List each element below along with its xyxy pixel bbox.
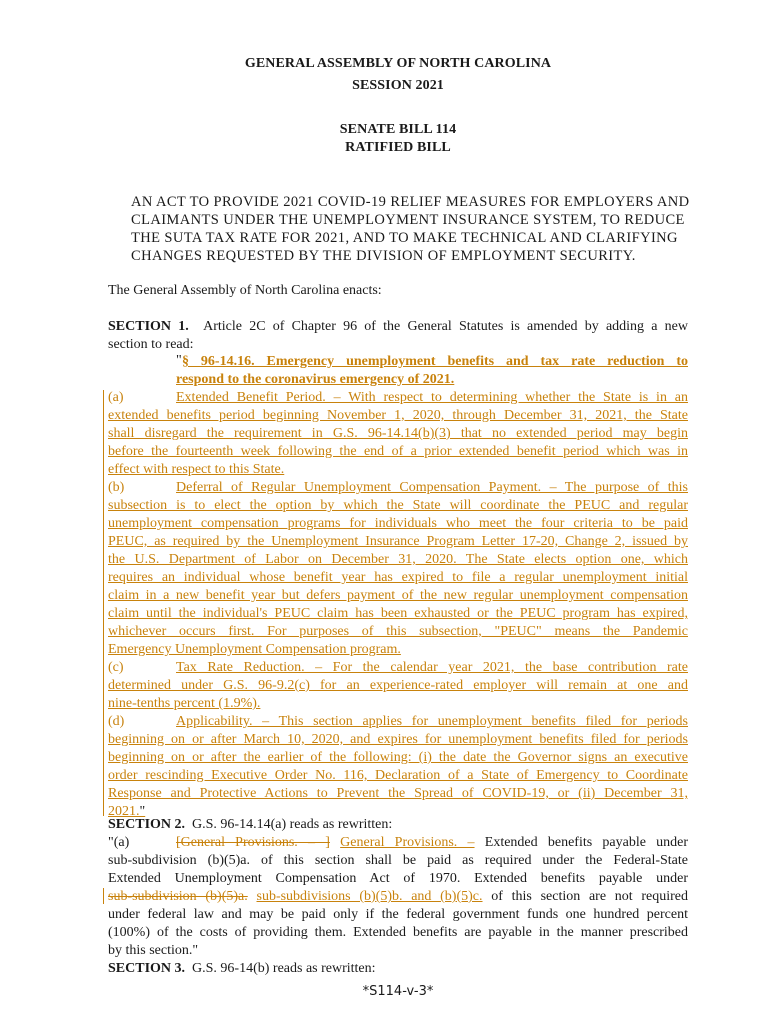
inserted-heading: General Provisions. – (340, 835, 475, 850)
section-2-line1-rest: Extended benefits payable under (484, 835, 688, 850)
subsection-text: the U.S. Department of Labor on December 31, 2020. The State elects option one, which (108, 552, 688, 567)
subsection-line (108, 623, 688, 641)
act-title-line: THE SUTA TAX RATE FOR 2021, AND TO MAKE TECHNICAL AND CLARIFYING (131, 230, 678, 246)
subsection-label: (a) (108, 390, 124, 405)
change-bar (103, 390, 104, 816)
inserted-reference: sub-subdivisions (b)(5)b. and (b)(5)c. (256, 889, 483, 904)
section-3-label: SECTION 3. (108, 961, 186, 976)
subsection-text: before the fourteenth week following the end of a prior extended benefit period which was in (108, 444, 688, 459)
subsection-line (108, 749, 688, 767)
section-2-line4-rest: of this section are not required (491, 889, 688, 904)
subsection-line (108, 443, 688, 461)
section-2-line: sub-subdivision (b)(5)a. of this section shall be paid as required under the Federal-State (108, 853, 688, 868)
heading-line: § 96-14.16. Emergency unemployment benefits and tax rate reduction to (182, 354, 688, 369)
section-1-intro (108, 318, 688, 354)
bill-number: SENATE BILL 114 (339, 122, 457, 137)
subsection-text: beginning on or after the earlier of the following: (i) the date the Governor signs an executive (108, 750, 688, 765)
change-bar (103, 888, 104, 904)
subsection-line (108, 515, 688, 533)
subsection-text: Applicability. – This section applies for unemployment benefits filed for periods (176, 714, 688, 729)
act-title-line: CHANGES REQUESTED BY THE DIVISION OF EMPLOYMENT SECURITY. (131, 248, 636, 264)
section-2-label: SECTION 2. (108, 817, 186, 832)
section-1-intro-line2: section to read: (108, 337, 194, 352)
subsection-line (108, 731, 688, 749)
section-2-line: by this section." (108, 943, 199, 958)
section-2-line: under federal law and may be paid only if the federal government funds one hundred percent (108, 907, 688, 922)
section-1-label: SECTION 1. (108, 319, 189, 334)
heading-line: respond to the coronavirus emergency of 2021. (176, 372, 455, 387)
subsection-line (108, 569, 688, 587)
section-3-intro: G.S. 96-14(b) reads as rewritten: (192, 961, 376, 976)
subsection-text: Emergency Unemployment Compensation program. (108, 642, 401, 657)
quote-close: " (139, 804, 146, 819)
subsection-line (108, 677, 688, 695)
subsection-text: Tax Rate Reduction. – For the calendar year 2021, the base contribution rate (176, 660, 688, 675)
subsection-label: (d) (108, 714, 125, 729)
subsection-line (108, 533, 688, 551)
subsection-label: (c) (108, 660, 124, 675)
subsection-line (108, 479, 688, 497)
subsection-text: 2021. (108, 804, 140, 819)
act-title (131, 193, 691, 265)
section-1-subsections (108, 389, 688, 821)
subsection-text: effect with respect to this State. (108, 462, 285, 477)
subsection-text: nine-tenths percent (1.9%). (108, 696, 261, 711)
subsection-text: shall disregard the requirement in G.S. 96-14.14(b)(3) that no extended period may begin (108, 426, 688, 441)
subsection-line (108, 389, 688, 407)
bill-status: RATIFIED BILL (345, 140, 451, 155)
subsection-line (108, 551, 688, 569)
subsection-text: beginning on or after March 10, 2020, and expires for unemployment benefits filed for periods (108, 732, 688, 747)
subsection-line (108, 497, 688, 515)
deleted-reference: sub-subdivision (b)(5)a. (108, 889, 248, 904)
subsection-line (108, 641, 688, 659)
subsection-line (108, 587, 688, 605)
section-2-line: Extended Unemployment Compensation Act of 1970. Extended benefits payable under (108, 871, 688, 886)
subsection-text: Extended Benefit Period. – With respect to determining whether the State is in an (176, 390, 688, 405)
subsection-label: (b) (108, 480, 125, 495)
subsection-text: whichever occurs first. For purposes of this subsection, "PEUC" means the Pandemic (108, 624, 688, 639)
session-header: SESSION 2021 (352, 78, 444, 93)
assembly-header: GENERAL ASSEMBLY OF NORTH CAROLINA (244, 56, 552, 71)
page-footer-code: *S114-v-3* (362, 984, 434, 999)
subsection-text: determined under G.S. 96-9.2(c) for an experience-rated employer will remain at one and (108, 678, 688, 693)
subsection-line (108, 407, 688, 425)
subsection-text: Deferral of Regular Unemployment Compensation Payment. – The purpose of this (176, 480, 688, 495)
subsection-line (108, 695, 688, 713)
section-1-intro-text: Article 2C of Chapter 96 of the General Statutes is amended by adding a new (203, 319, 688, 334)
quote-open: " (176, 353, 182, 368)
subsection-text: claim in a new benefit year but defers payment of the new regular unemployment compensation (108, 588, 688, 603)
section-2-line: (100%) of the costs of providing them. Extended benefits are payable in the manner prescribed (108, 925, 688, 940)
subsection-line (108, 785, 688, 803)
subsection-line (108, 425, 688, 443)
section-2 (108, 816, 688, 960)
act-title-line: CLAIMANTS UNDER THE UNEMPLOYMENT INSURANCE SYSTEM, TO REDUCE (131, 212, 685, 228)
enacting-clause: The General Assembly of North Carolina enacts: (108, 283, 382, 298)
subsection-line (108, 605, 688, 623)
subsection-line (108, 659, 688, 677)
subsection-text: subsection is to elect the option by which the State will coordinate the PEUC and regular (108, 498, 688, 513)
subsection-text: extended benefits period beginning November 1, 2020, through December 31, 2021, the State (108, 408, 688, 423)
section-2-sub-label: "(a) (108, 835, 130, 850)
section-3 (108, 960, 688, 978)
subsection-line (108, 461, 688, 479)
subsection-text: unemployment compensation programs for individuals who meet the four criteria to be paid (108, 516, 688, 531)
subsection-text: PEUC, as required by the Unemployment Insurance Program Letter 17-20, Change 2, issued by (108, 534, 688, 549)
act-title-line: AN ACT TO PROVIDE 2021 COVID-19 RELIEF MEASURES FOR EMPLOYERS AND (131, 194, 690, 210)
subsection-line (108, 767, 688, 785)
deleted-heading: [General Provisions. – ] (176, 835, 330, 850)
subsection-text: requires an individual whose benefit year has expired to file a regular unemployment initial (108, 570, 688, 585)
new-section-heading (176, 353, 688, 389)
subsection-text: Response and Protective Actions to Prevent the Spread of COVID-19, or (ii) December 31, (108, 786, 688, 801)
subsection-text: claim until the individual's PEUC claim has been exhausted or the PEUC program has expired, (108, 606, 688, 621)
section-2-intro: G.S. 96-14.14(a) reads as rewritten: (192, 817, 393, 832)
subsection-text: order rescinding Executive Order No. 116, Declaration of a State of Emergency to Coordinate (108, 768, 688, 783)
subsection-line (108, 713, 688, 731)
